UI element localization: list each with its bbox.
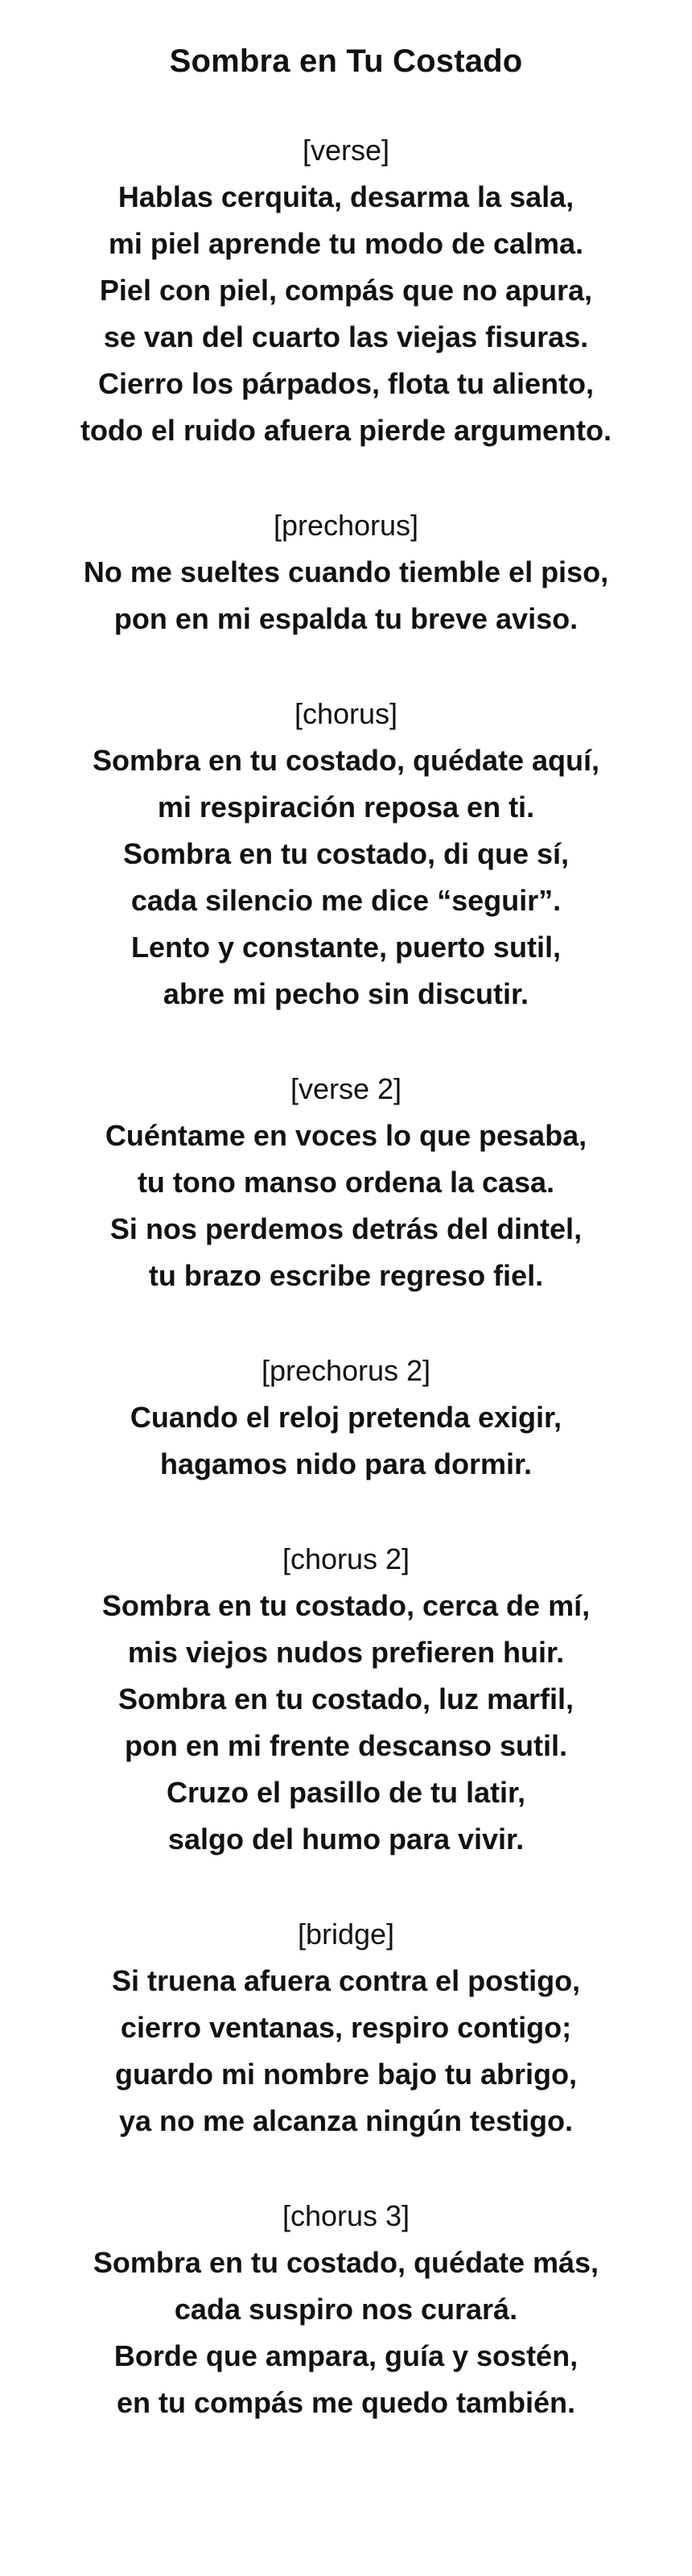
section-label: [chorus] [294,697,398,730]
lyric-line: mi piel aprende tu modo de calma. [108,227,584,260]
lyric-line: Sombra en tu costado, luz marfil, [117,1682,575,1715]
lyric-line: Cruzo el pasillo de tu latir, [166,1776,526,1809]
lyric-line: pon en mi espalda tu breve aviso. [113,602,579,635]
lyric-line: Sombra en tu costado, di que sí, [122,837,570,870]
lyric-line: cierro ventanas, respiro contigo; [120,2011,572,2044]
lyrics-section [0,1066,692,1299]
lyric-line: Sombra en tu costado, cerca de mí, [101,1589,591,1622]
lyric-line: todo el ruido afuera pierde argumento. [80,414,612,447]
lyric-line: hagamos nido para dormir. [159,1447,533,1480]
lyrics-section [0,691,692,1018]
section-label: [prechorus 2] [261,1354,431,1387]
lyric-line: No me sueltes cuando tiemble el piso, [83,555,609,588]
lyrics-section [0,1911,692,2145]
lyric-line: se van del cuarto las viejas fisuras. [103,320,589,353]
lyric-line: salgo del humo para vivir. [167,1823,525,1856]
lyrics-section [0,1536,692,1863]
lyric-line: mis viejos nudos prefieren huir. [127,1636,565,1669]
lyric-line: Si truena afuera contra el postigo, [111,1964,581,1997]
section-label: [chorus 3] [282,2199,410,2232]
lyric-line: Si nos perdemos detrás del dintel, [109,1212,583,1245]
lyric-line: Borde que ampara, guía y sostén, [113,2339,579,2372]
lyric-line: cada suspiro nos curará. [174,2293,518,2326]
lyrics-section [0,127,692,454]
lyric-line: Piel con piel, compás que no apura, [99,274,593,307]
section-label: [chorus 2] [282,1542,410,1575]
song-title: Sombra en Tu Costado [169,43,523,79]
section-label: [verse] [302,134,390,167]
lyric-line: abre mi pecho sin discutir. [163,977,529,1010]
lyrics-body [0,127,692,2426]
lyric-line: Sombra en tu costado, quédate más, [93,2246,599,2279]
lyric-line: Lento y constante, puerto sutil, [130,931,562,964]
lyric-line: Cierro los párpados, flota tu aliento, [97,367,595,400]
lyric-line: en tu compás me quedo también. [116,2386,576,2419]
lyrics-section [0,1348,692,1488]
lyric-line: pon en mi frente descanso sutil. [124,1729,568,1762]
lyrics-section [0,502,692,642]
lyric-line: tu brazo escribe regreso fiel. [148,1259,544,1292]
section-label: [bridge] [297,1918,395,1951]
lyric-line: Sombra en tu costado, quédate aquí, [92,744,600,777]
section-label: [verse 2] [290,1072,402,1105]
lyric-line: mi respiración reposa en ti. [157,791,535,824]
lyrics-section [0,2193,692,2426]
lyric-line: guardo mi nombre bajo tu abrigo, [114,2058,577,2091]
section-label: [prechorus] [273,509,419,542]
lyric-line: Cuando el reloj pretenda exigir, [130,1401,562,1434]
lyric-line: Hablas cerquita, desarma la sala, [117,180,575,213]
lyric-line: Cuéntame en voces lo que pesaba, [105,1119,587,1152]
lyric-line: cada silencio me dice “seguir”. [130,884,562,917]
lyric-line: tu tono manso ordena la casa. [137,1166,555,1199]
lyric-line: ya no me alcanza ningún testigo. [118,2104,574,2137]
